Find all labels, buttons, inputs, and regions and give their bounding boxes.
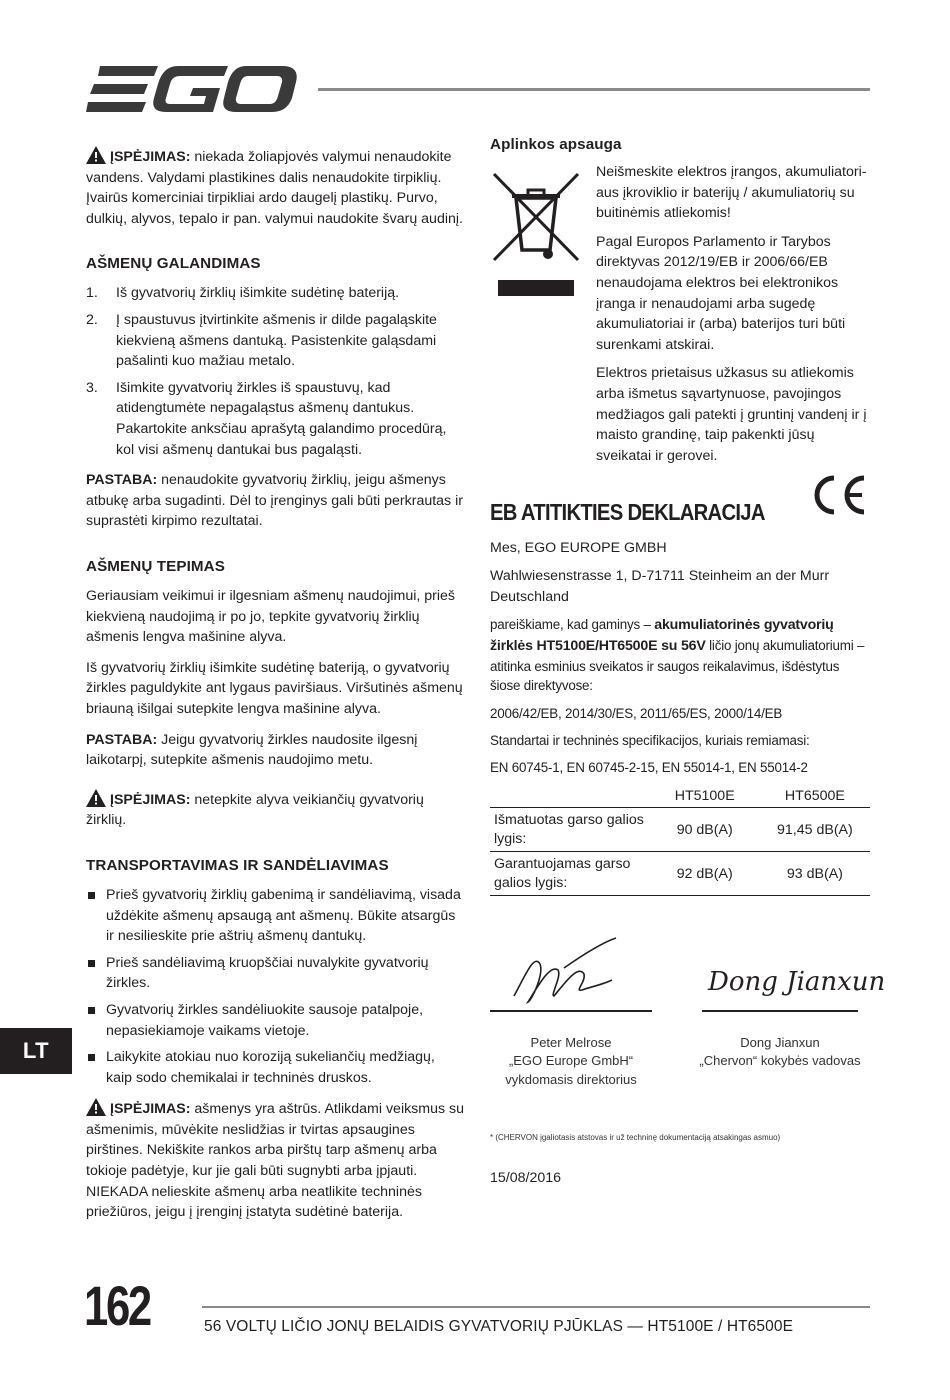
warning-blades [86,1098,464,1223]
list-item [86,378,464,460]
note-label: PASTABA: [86,731,158,748]
table-cell: 91,45 dB(A) [760,808,870,852]
lubrication-paragraph: Geriausiam veikimui ir ilgesniam ašmenų naudojimui, prieš kiekvieną naudojimą ir po jo, tepkite gyvatvorių žirklių ašmenis lengva mašinine alyva. [86,587,456,646]
signatory-name: Dong Jianxun [740,1035,820,1051]
list-item [86,310,464,372]
declaration-date: 15/08/2016 [490,1169,562,1186]
lubrication-paragraph: Iš gyvatvorių žirklių išimkite sudėtinę bateriją, o gyvatvorių žirkles paguldykite ant lygaus paviršiaus. Viršutinės ašmenų briauną išilgai sutepkite lengva mašinine alyva. [86,659,463,717]
signatory-dong [690,1034,870,1070]
warning-lubrication [86,789,464,831]
signature-block [490,932,886,1132]
signature-line [490,1010,652,1012]
right-column [490,134,886,1196]
environment-paragraph: Pagal Europos Parlamento ir Tarybos direktyvas 2012/19/EB ir 2006/66/EB nenaudojama elektros bei elektronikos įranga ir nenaudojami arba sugedę akumuliatoriai ir (arba) baterijos turi būti surenkami atskirai. [596,233,846,353]
environment-paragraph: Elektros prietaisus užkasus su atliekomis arba išmetus sąvartynuose, pavojingos medžiagos gali patekti į gruntinį vandenį ir į maisto grandinę, taip pakenkti jūsų sveikatai ir gerovei. [596,365,867,464]
product-name: akumuliatorinės gyvatvorių žirklės HT5100E/HT6500E su 56V [490,617,834,655]
environment-paragraph: Neišmeskite elektros įrangos, akumuliatori-aus įkroviklio ir baterijų / akumuliatorių su buitinėmis atliekomis! [596,164,867,222]
declaration-we: Mes, EGO EUROPE GMBH [490,539,667,556]
warning-triangle-icon [86,146,106,164]
transport-heading: TRANSPORTAVIMAS IR SANDĖLIAVIMAS [86,856,389,874]
ego-logo [86,64,300,116]
warning-text: netepkite alyva veikiančių gyvatvorių žirklių. [86,791,424,829]
step-number: 2. [86,312,98,328]
sharpening-note [86,470,464,532]
lubrication-note [86,730,464,771]
warning-text: niekada žoliapjovės valymui nenaudokite vandens. Valydami plastikines dalis nenaudokite tirpiklių. Įvairūs komerciniai tirpikliai ardo daugelį plastikų. Purvo, dulkių, alyvos, tepalo ir pan. valymui naudokite švarų audinį. [86,149,463,227]
declaration-statement [490,615,872,695]
sharpening-heading: AŠMENŲ GALANDIMAS [86,255,261,273]
step-text: Į spaustuvus įtvirtinkite ašmenis ir dilde pagaląskite kiekvieną ašmens dantuką. Pasistenkite galąsdami pašalinti kuo mažiau metalo. [116,312,437,370]
signatory-name: Peter Melrose [530,1035,612,1051]
list-item [86,283,464,304]
warning-triangle-icon [86,1098,106,1116]
table-row [490,808,870,852]
lubrication-heading: AŠMENŲ TEPIMAS [86,557,225,575]
table-cell: 90 dB(A) [650,808,760,852]
page-number: 162 [84,1274,150,1337]
declaration-title: EB ATITIKTIES DEKLARACIJA [490,499,765,526]
list-item: Prieš gyvatvorių žirklių gabenimą ir sandėliavimą, visada uždėkite ašmenų apsaugą ant ašmenų. Būkite atsargūs ir nesilieskite prie aštrių ašmenų dantukų. [86,885,464,947]
transport-list [86,885,464,1088]
standards: EN 60745-1, EN 60745-2-15, EN 55014-1, EN 55014-2 [490,760,808,776]
signature-line [702,1010,858,1012]
directives: 2006/42/EB, 2014/30/ES, 2011/65/ES, 2000/14/EB [490,705,783,721]
note-text: Jeigu gyvatvorių žirkles naudosite ilgesnį laikotarpį, sutepkite ašmenis naudojimo metu. [86,731,418,769]
step-number: 3. [86,379,98,396]
list-item: Gyvatvorių žirkles sandėliuokite sausoje patalpoje, nepasiekiamoje vaikams vietoje. [86,1000,464,1041]
list-item: Laikykite atokiau nuo koroziją sukeliančių medžiagų, kaip sodo chemikalai ir techninės druskos. [86,1047,464,1088]
table-row [490,852,870,896]
signatory-role: vykdomasis direktorius [505,1071,637,1087]
signature-dong [708,960,886,1012]
warning-label: ĮSPĖJIMAS: [110,149,191,165]
crossed-bin-icon [490,168,582,300]
step-number: 1. [86,285,98,302]
step-text: Iš gyvatvorių žirklių išimkite sudėtinę bateriją. [116,285,400,302]
signatory-melrose [490,1034,652,1089]
table-header-row [490,786,870,808]
declaration-address: Wahlwiesenstrasse 1, D-71711 Steinheim an der Murr Deutschland [490,568,830,605]
table-cell: 93 dB(A) [760,852,870,896]
signatory-company: „EGO Europe GmbH“ [508,1053,634,1069]
note-text: nenaudokite gyvatvorių žirklių, jeigu ašmenys atbukę arba sugadinti. Dėl to įrenginys gali būti perkrautas ir suprastėti kirpimo rezultatai. [86,472,463,530]
statement-text: pareiškiame, kad gaminys – [490,617,655,633]
warning-label: ĮSPĖJIMAS: [110,1101,191,1118]
signature-melrose [504,934,634,1010]
table-cell: Garantuojamas garso galios lygis: [490,852,650,896]
environment-section [490,162,872,474]
standards-label: Standartai ir techninės specifikacijos, kuriais remiamasi: [490,732,810,748]
warning-triangle-icon [86,789,106,807]
note-label: PASTABA: [86,472,158,489]
header-rule [318,88,870,91]
table-cell: 92 dB(A) [650,852,760,896]
ce-mark-icon [810,474,868,516]
warning-cleaning [86,146,464,229]
warning-label: ĮSPĖJIMAS: [110,791,191,808]
signatory-company: „Chervon“ kokybės vadovas [699,1053,861,1069]
footnote: * (CHERVON įgaliotasis atstovas ir už techninę dokumentaciją atsakingas asmuo) [490,1133,781,1143]
table-header: HT5100E [650,786,760,808]
table-header: HT6500E [760,786,870,808]
sharpening-steps [86,283,464,460]
footer-title: 56 VOLTŲ LIČIO JONŲ BELAIDIS GYVATVORIŲ PJŪKLAS — HT5100E / HT6500E [204,1318,794,1335]
warning-text: ašmenys yra aštrūs. Atlikdami veiksmus su ašmenimis, mūvėkite neslidžias ir tvirtas apsaugines pirštines. Nekiškite rankos arba pirštų tarp ašmenų arba tokioje padėtyje, kur jie gali būti sugnybti arba įpjauti. NIEKADA nelieskite ašmenų arba neatlikite techninės priežiūros, jeigu į įrenginį įstatyta sudėtinė baterija. [86,1101,465,1221]
left-column [86,146,464,1233]
signature-script: Dong Jianxun [708,967,886,998]
table-header [490,786,650,808]
step-text: Išimkite gyvatvorių žirkles iš spaustuvų, kad atidengtumėte nepagaląstus ašmenų dantukus. Pakartokite anksčiau aprašytą galandimo procedūrą, kol visi ašmenų dantukai bus pagaląsti. [116,379,447,458]
language-tab: LT [0,1028,72,1074]
statement-text: ličio jonų akumuliatoriumi – atitinka esminius sveikatos ir saugos reikalavimus, išdėstytus šiose direktyvose: [490,638,865,694]
environment-heading: Aplinkos apsauga [490,136,622,153]
list-item: Prieš sandėliavimą kruopščiai nuvalykite gyvatvorių žirkles. [86,953,464,994]
noise-table [490,786,870,896]
footer-rule [202,1306,870,1308]
table-cell: Išmatuotas garso galios lygis: [490,808,650,852]
